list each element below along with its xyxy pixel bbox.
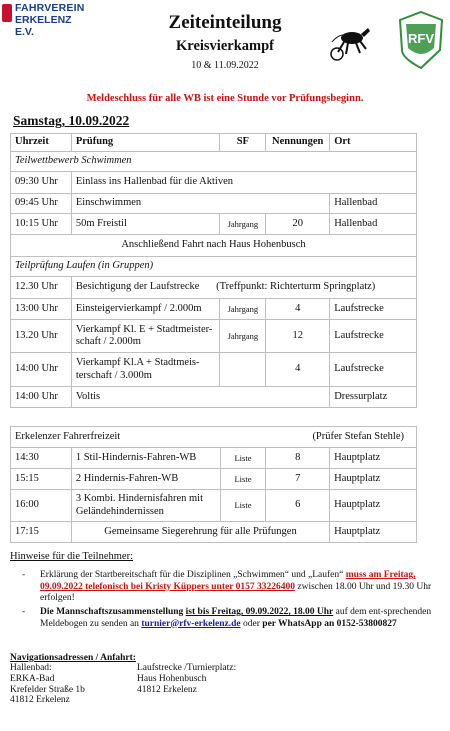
address-line: ERKA-Bad [10, 673, 55, 684]
cell-place: Laufstrecke [330, 320, 417, 353]
section-swimming: Teilwettbewerb Schwimmen [11, 152, 417, 172]
table-row [11, 448, 417, 469]
section-running: Teilprüfung Laufen (in Gruppen) [11, 257, 417, 277]
cell-count: 12 [266, 320, 330, 353]
address-line: 41812 Erkelenz [10, 695, 70, 706]
cell-test [71, 277, 416, 299]
cell-sf: Liste [220, 448, 266, 469]
cell-time: 14:00 Uhr [11, 387, 72, 408]
address-line: 41812 Erkelenz [137, 684, 197, 695]
cell-place: Dressurplatz [330, 387, 417, 408]
table2-title: Erkelenzer Fahrerfreizeit [15, 430, 121, 442]
email-link[interactable]: turnier@rfv-erkelenz.de [141, 618, 241, 629]
table-row [11, 277, 417, 299]
cell-place: Hauptplatz [330, 469, 417, 490]
cell-time: 15:15 [11, 469, 72, 490]
table2-title-cell [11, 427, 417, 448]
col-header-place: Ort [330, 134, 417, 152]
event-dates: 10 & 11.09.2022 [191, 60, 259, 71]
note1-part-b: zwischen 18.00 Uhr und 19.30 Uhr erfolgen! [40, 581, 432, 603]
cell-time: 13:00 Uhr [11, 299, 72, 320]
note-team [22, 607, 432, 647]
note2-whatsapp: per WhatsApp an 0152-53800827 [262, 618, 397, 629]
page-subtitle: Kreisvierkampf [176, 38, 274, 54]
horse-carriage-icon [328, 22, 372, 62]
table-row [11, 320, 417, 353]
table-header-row [11, 134, 417, 152]
cell-test [71, 353, 220, 387]
cell-count: 20 [266, 214, 330, 235]
col-header-time: Uhrzeit [11, 134, 72, 152]
table-row [11, 387, 417, 408]
note2-part-a: Die Mannschaftszusammenstellung [40, 607, 186, 617]
test-line1: 3 Kombi. Hindernisfahren mit [75, 493, 203, 504]
table-row [11, 522, 417, 543]
bullet-dash: - [22, 607, 26, 617]
cell-count: 4 [266, 299, 330, 320]
table-row [11, 299, 417, 320]
test-line2: Geländehindernissen [75, 505, 164, 517]
day-heading: Samstag, 10.09.2022 [13, 113, 130, 128]
address-line: Hallenbad: [10, 663, 52, 673]
note2-deadline: ist bis Freitag, 09.09.2022, 18.00 Uhr [185, 607, 334, 617]
col-header-sf: SF [220, 134, 266, 152]
page-title: Zeiteinteilung [168, 12, 282, 33]
club-logo-line1: FAHRVEREIN [15, 2, 85, 14]
cell-time: 09:45 Uhr [11, 194, 72, 214]
table-row [11, 194, 417, 214]
table-row [11, 172, 417, 194]
table2-judge: (Prüfer Stefan Stehle) [312, 430, 404, 442]
cell-sf [220, 353, 266, 387]
bullet-dash: - [22, 570, 26, 580]
cell-sf: Jahrgang [220, 214, 266, 235]
notes-title: Hinweise für die Teilnehmer: [10, 551, 133, 562]
test-line1: Vierkampf Kl.A + Stadtmeis- [75, 357, 200, 368]
cell-test: 2 Hindernis-Fahren-WB [71, 469, 220, 490]
cell-time: 14:30 [11, 448, 72, 469]
test-line1: Vierkampf Kl. E + Stadtmeister- [75, 323, 213, 335]
cell-place: Laufstrecke [330, 353, 417, 387]
table-title-row [11, 427, 417, 448]
transfer-row [11, 235, 417, 257]
cell-place: Hallenbad [330, 194, 417, 214]
section-row [11, 257, 417, 277]
test-line2: terschaft / 3.000m [75, 369, 152, 381]
cell-time: 17:15 [11, 522, 72, 543]
schedule-table-saturday [10, 133, 417, 408]
cell-sf: Jahrgang [220, 299, 266, 320]
cell-place: Laufstrecke [330, 299, 417, 320]
col-header-test: Prüfung [71, 134, 220, 152]
inspection-text: Besichtigung der Laufstrecke [75, 281, 200, 293]
cell-place: Hauptplatz [330, 522, 417, 543]
note1-part-a: Erklärung der Startbereitschaft für die Disziplinen „Schwimmen“ und „Laufen“ [40, 570, 346, 580]
note-readiness-text [40, 570, 432, 605]
address-venue [137, 663, 236, 695]
cell-sf: Jahrgang [220, 320, 266, 353]
rfv-logo-icon [396, 10, 446, 70]
cell-test: Voltis [71, 387, 329, 408]
cell-time: 16:00 [11, 490, 72, 522]
nav-title: Navigationsadressen / Anfahrt: [10, 653, 136, 663]
table-row [11, 214, 417, 235]
club-logo-line2: ERKELENZ E.V. [15, 14, 72, 38]
cell-test [71, 490, 220, 522]
cell-ceremony: Gemeinsame Siegerehrung für alle Prüfungen [71, 522, 329, 543]
table-row [11, 353, 417, 387]
schedule-table-driving [10, 426, 417, 543]
deadline-notice: Meldeschluss für alle WB ist eine Stunde vor Prüfungsbeginn. [86, 93, 364, 104]
cell-count: 7 [266, 469, 330, 490]
cell-time: 14:00 Uhr [11, 353, 72, 387]
cell-test: Einschwimmen [71, 194, 329, 214]
cell-test [71, 320, 220, 353]
cell-count: 6 [266, 490, 330, 522]
address-line: Krefelder Straße 1b [10, 684, 85, 695]
rfv-logo-text: RFV [408, 31, 434, 46]
cell-place: Hauptplatz [330, 490, 417, 522]
section-row [11, 152, 417, 172]
cell-sf: Liste [220, 469, 266, 490]
note-team-text [40, 607, 432, 630]
cell-sf: Liste [220, 490, 266, 522]
cell-count: 8 [266, 448, 330, 469]
note2-part-c: oder [240, 618, 263, 629]
cell-place: Hallenbad [330, 214, 417, 235]
cell-test: Einlass ins Hallenbad für die Aktiven [71, 172, 416, 194]
address-pool [10, 663, 85, 706]
cell-test: 50m Freistil [71, 214, 220, 235]
address-line: Haus Hohenbusch [137, 673, 207, 684]
cell-time: 12.30 Uhr [11, 277, 72, 299]
meeting-point: (Treffpunkt: Richterturm Springplatz) [216, 281, 376, 293]
test-line2: schaft / 2.000m [75, 336, 141, 347]
table-row [11, 490, 417, 522]
cell-time: 09:30 Uhr [11, 172, 72, 194]
cell-time: 13.20 Uhr [11, 320, 72, 353]
col-header-count: Nennungen [266, 134, 330, 152]
cell-count: 4 [266, 353, 330, 387]
note2-part-b: auf dem ent-sprechenden Meldebogen zu senden an [40, 607, 432, 629]
cell-place: Hauptplatz [330, 448, 417, 469]
address-line: Laufstrecke /Turnierplatz: [137, 663, 237, 673]
cell-test: 1 Stil-Hindernis-Fahren-WB [71, 448, 220, 469]
note1-phone-highlight: muss am Freitag, 09.09.2022 telefonisch bei Kristy Küppers unter 0157 33226400 [40, 570, 416, 592]
table-row [11, 469, 417, 490]
transfer-note: Anschließend Fahrt nach Haus Hohenbusch [11, 235, 417, 257]
cell-time: 10:15 Uhr [11, 214, 72, 235]
cell-test: Einsteigervierkampf / 2.000m [71, 299, 220, 320]
